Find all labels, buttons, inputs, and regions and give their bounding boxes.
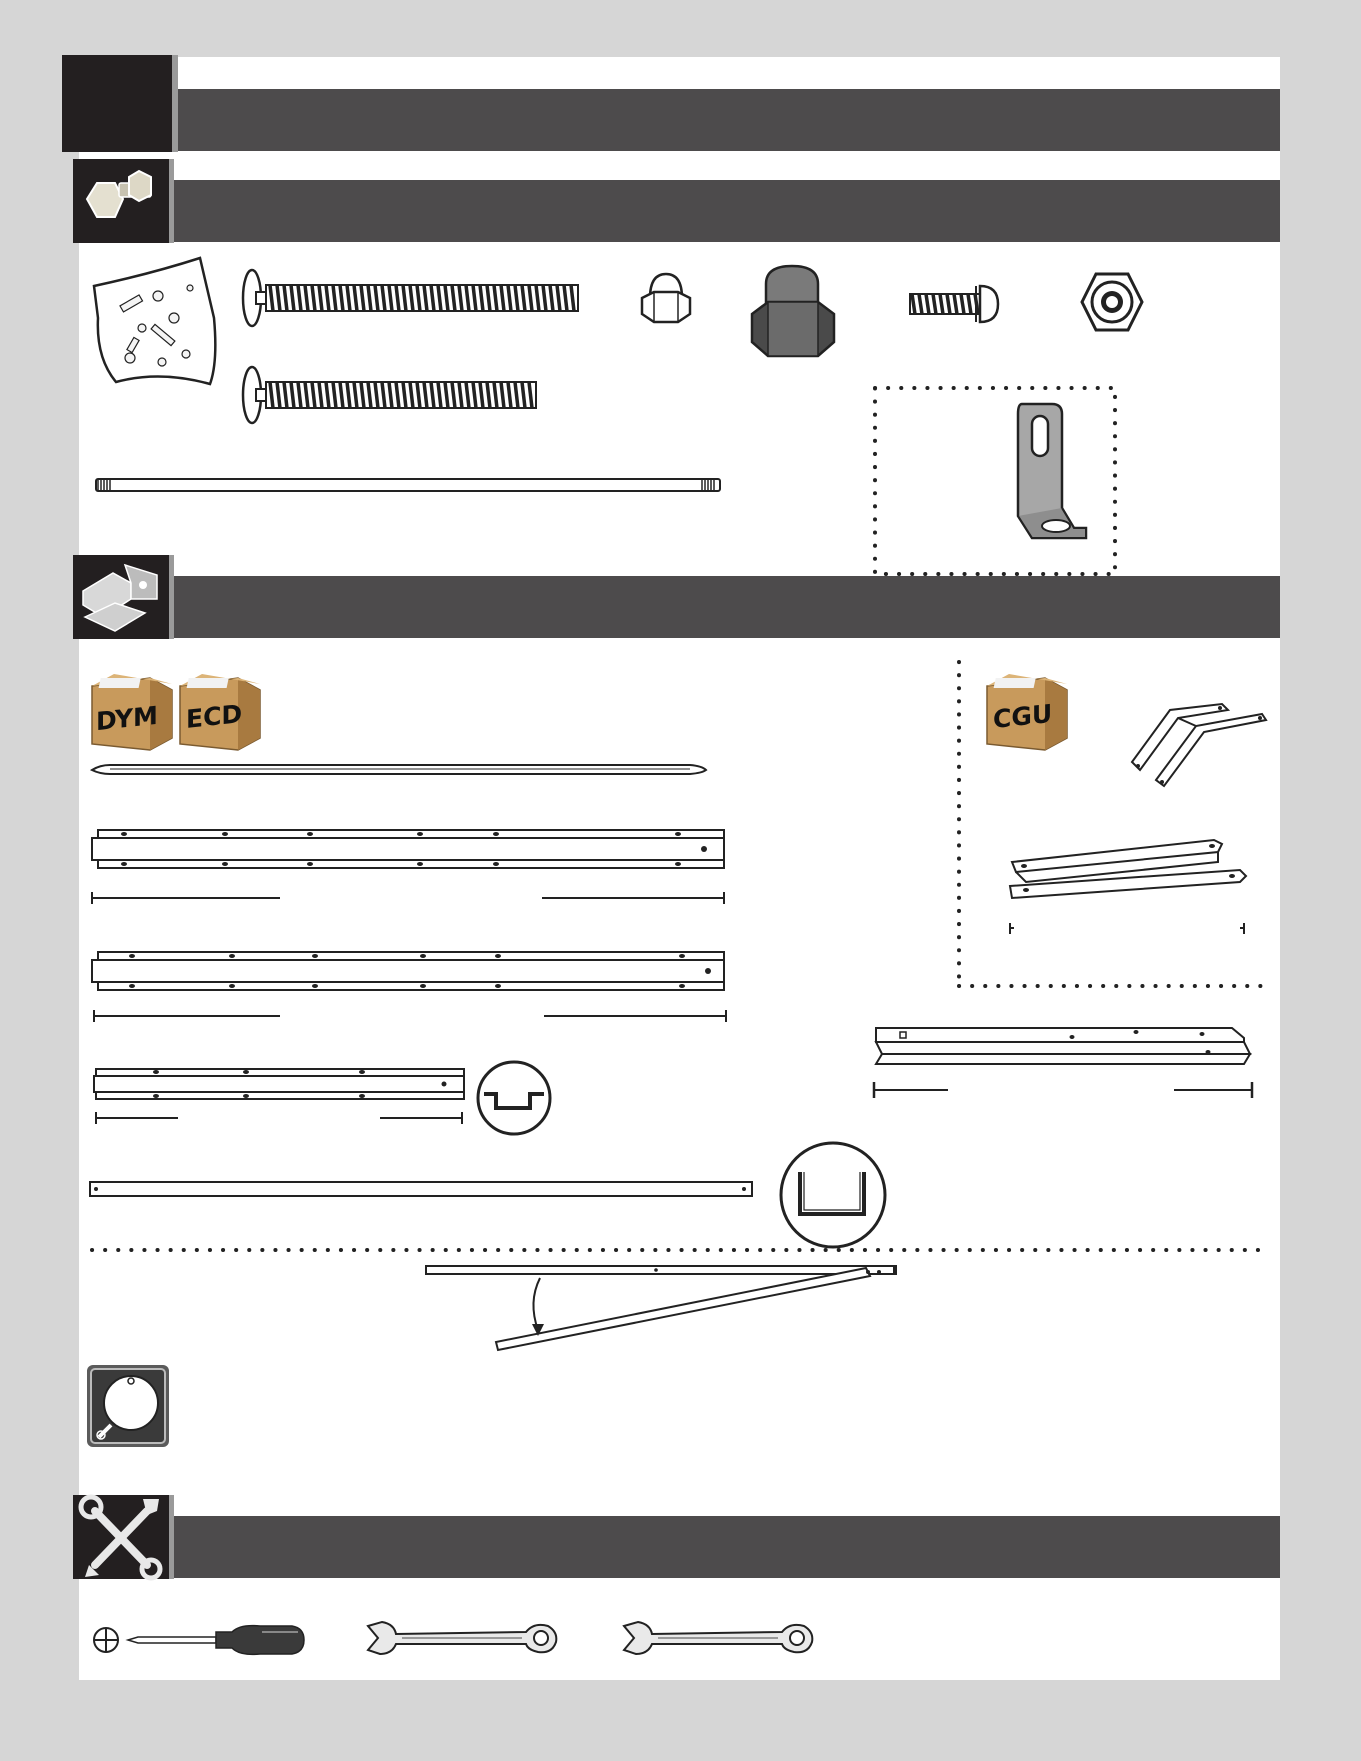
- step-number-block: [62, 55, 172, 152]
- combination-wrench-icon: [362, 1618, 562, 1658]
- channel-rail-long-2: [90, 948, 730, 998]
- dimension-line: [90, 890, 730, 906]
- wrenches-icon: [73, 1495, 169, 1579]
- channel-rail-long-1: [90, 826, 730, 876]
- angled-brace-pair: [1126, 670, 1276, 790]
- hat-channel-profile-icon: [474, 1058, 554, 1138]
- short-bracket-channel: [1004, 836, 1254, 906]
- parts-header-bar: [174, 576, 1280, 638]
- medium-bolt: [238, 365, 548, 425]
- tools-header-bar: [174, 1516, 1280, 1578]
- main-header-bar: [178, 89, 1280, 151]
- magnifier-icon: [87, 1365, 169, 1447]
- tools-section-icon-box: [73, 1495, 169, 1579]
- l-bracket: [1012, 398, 1102, 548]
- dotted-separator: [90, 1246, 1270, 1254]
- threaded-rod: [90, 470, 730, 500]
- channel-rail-short: [90, 1066, 470, 1106]
- u-channel-profile-icon: [778, 1140, 888, 1250]
- box-ecd: [178, 672, 262, 752]
- hardware-header-bar: [174, 180, 1280, 242]
- dimension-line: [90, 1110, 470, 1126]
- acorn-nut-large: [746, 262, 841, 362]
- box-code-label: DYM: [96, 700, 158, 737]
- thin-strap: [90, 760, 710, 780]
- box-dym: [90, 672, 174, 752]
- hex-bolt-icon: [73, 159, 169, 243]
- hardware-pack: [90, 258, 220, 393]
- folding-strut-diagram: [424, 1262, 894, 1362]
- long-bolt: [238, 268, 588, 328]
- acorn-nut-small: [636, 268, 696, 328]
- short-screw: [906, 276, 1006, 336]
- parts-section-icon-box: [73, 555, 169, 639]
- dimension-line: [872, 1080, 1252, 1100]
- lock-nut: [1072, 262, 1152, 342]
- phillips-screwdriver-icon: [92, 1620, 312, 1660]
- dimension-line: [90, 1008, 730, 1024]
- hardware-section-icon-box: [73, 159, 169, 243]
- angled-channel-rail: [872, 1024, 1252, 1074]
- box-code-label: CGU: [993, 698, 1053, 735]
- box-code-label: ECD: [186, 699, 243, 734]
- detail-callout-icon: [87, 1365, 169, 1447]
- bracket-icon: [73, 555, 169, 639]
- flat-bar: [88, 1178, 758, 1202]
- dimension-line: [1004, 920, 1254, 936]
- combination-wrench-icon: [618, 1618, 818, 1658]
